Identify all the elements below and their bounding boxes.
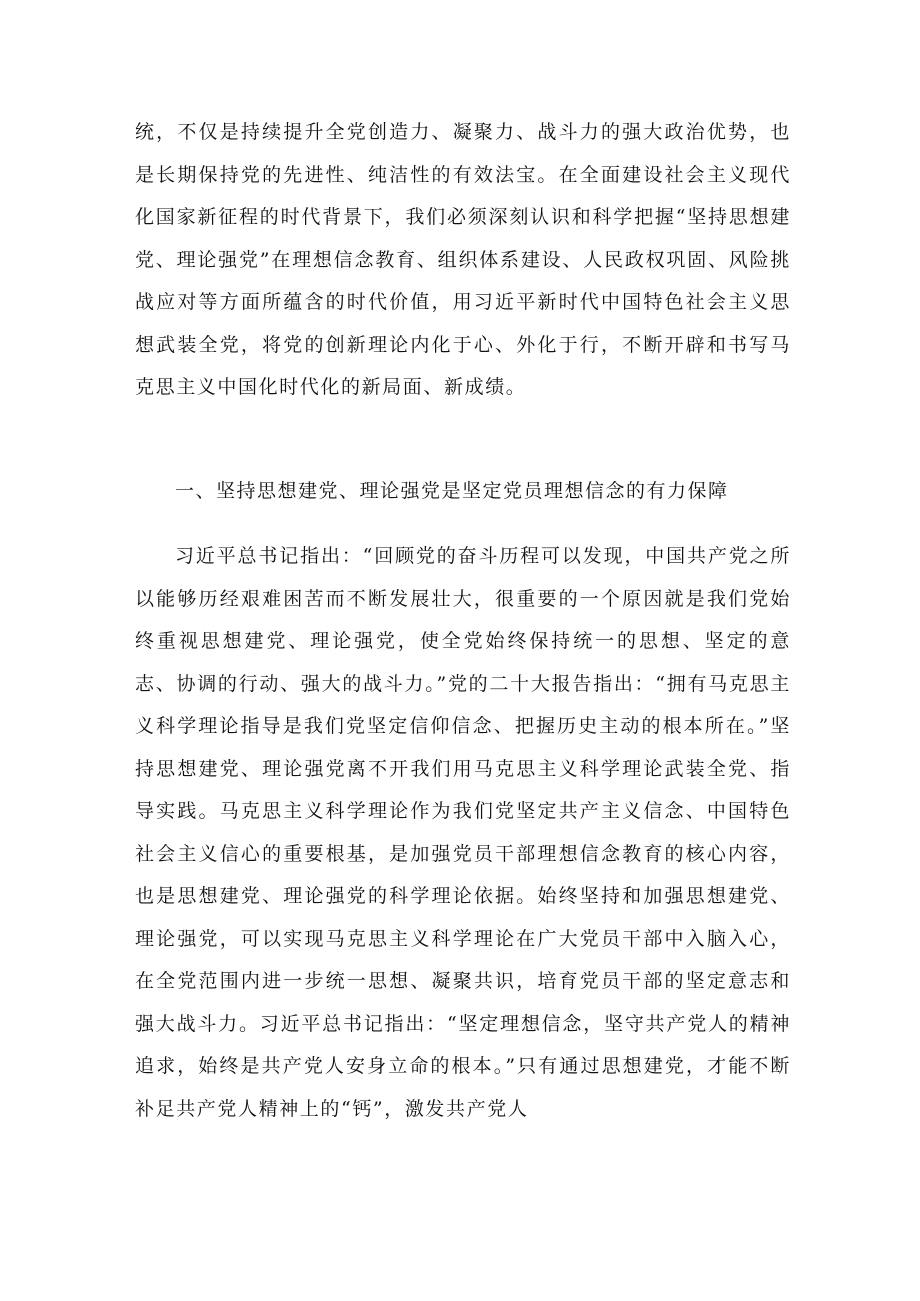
body-paragraph: 习近平总书记指出：“回顾党的奋斗历程可以发现，中国共产党之所以能够历经艰难困苦而不断发展壮大，很重要的一个原因就是我们党始终重视思想建党、理论强党，使全党始终保持统一的思想、坚定的意志、协调的行动、强大的战斗力。”党的二十大报告指出：“拥有马克思主义科学理论指导是我们党坚定信仰信念、把握历史主动的根本所在。”坚持思想建党、理论强党离不开我们用马克思主义科学理论武装全党、指导实践。马克思主义科学理论作为我们党坚定共产主义信念、中国特色社会主义信心的重要根基，是加强党员干部理想信念教育的核心内容，也是思想建党、理论强党的科学理论依据。始终坚持和加强思想建党、理论强党，可以实现马克思主义科学理论在广大党员干部中入脑入心，在全党范围内进一步统一思想、凝聚共识，培育党员干部的坚定意志和强大战斗力。习近平总书记指出：“坚定理想信念，坚守共产党人的精神追求，始终是共产党人安身立命的根本。”只有通过思想建党，才能不断补足共产党人精神上的“钙”，激发共产党人 <box>135 545 791 1120</box>
section-heading: 一、坚持思想建党、理论强党是坚定党员理想信念的有力保障 <box>175 480 729 502</box>
body-paragraph: 统，不仅是持续提升全党创造力、凝聚力、战斗力的强大政治优势，也是长期保持党的先进性、纯洁性的有效法宝。在全面建设社会主义现代化国家新征程的时代背景下，我们必须深刻认识和科学把握“坚持思想建党、理论强党”在理想信念教育、组织体系建设、人民政权巩固、风险挑战应对等方面所蕴含的时代价值，用习近平新时代中国特色社会主义思想武装全党，将党的创新理论内化于心、外化于行，不断开辟和书写马克思主义中国化时代化的新局面、新成绩。 <box>135 121 791 398</box>
